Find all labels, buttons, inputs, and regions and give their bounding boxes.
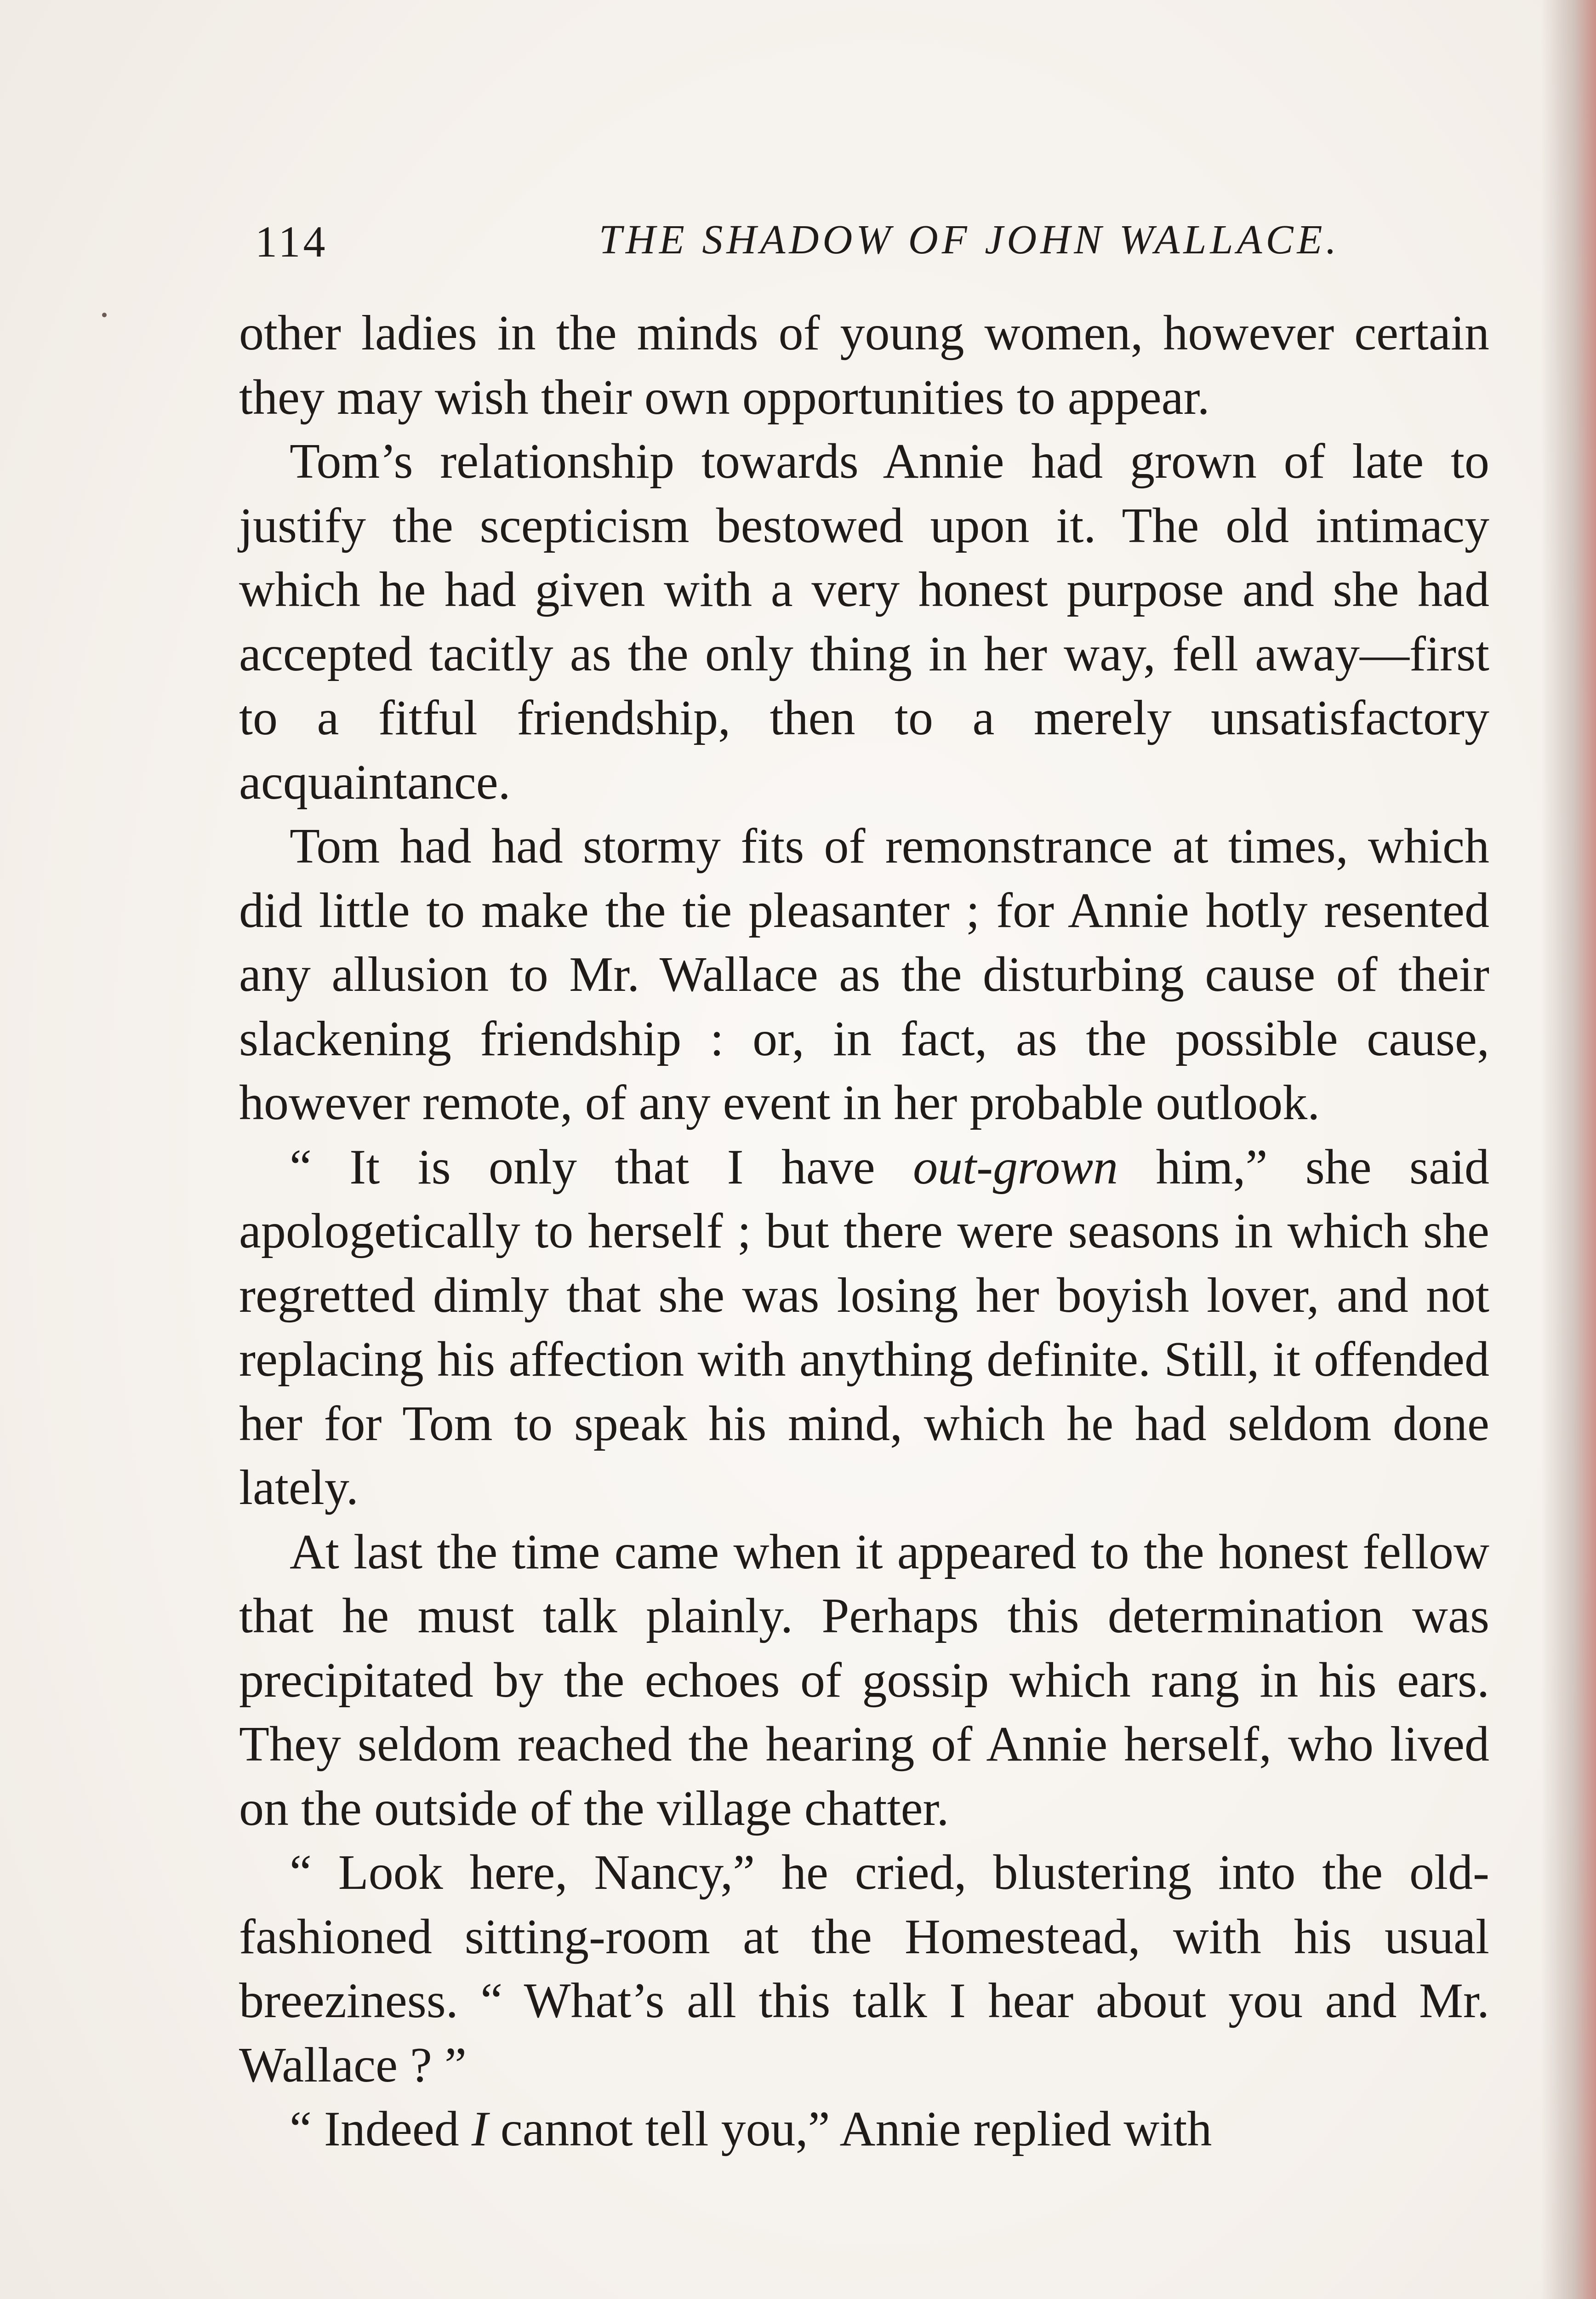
- paragraph-indeed-end: cannot tell you,” Annie replied with: [488, 2102, 1212, 2156]
- emphasis-outgrown: out-grown: [913, 1139, 1118, 1195]
- paragraph-remonstrance: Tom had had stormy fits of remonstrance at times, which did little to make the tie pleasanter ; for Annie hotly resented any allusion to Mr. Wallace as the disturbing cause of their slackening friendship : or, in fact, as the possible cause, however remote, of any event in her probable outlook.: [239, 819, 1489, 1130]
- paragraph-at-last: At last the time came when it appeared to the honest fellow that he must talk plainly. Perhaps this determination was precipitated by the echoes of gossip which rang in his ears. They seldom reached the hearing of Annie herself, who lived on the outside of the village chatter.: [239, 1524, 1489, 1836]
- paragraph-indeed-start: “ Indeed: [290, 2102, 472, 2156]
- page-header: [255, 216, 1340, 276]
- paragraph-outgrown-end: him,” she said apologetically to herself ; but there were seasons in which she regretted dimly that she was losing her boyish lover, and not replacing his affection with anything definite. Still, it offended her for Tom to speak his mind, which he had seldom done lately.: [239, 1139, 1489, 1515]
- running-title: THE SHADOW OF JOHN WALLACE.: [598, 217, 1340, 263]
- body-text: [239, 301, 1489, 2162]
- paragraph-outgrown: [239, 1135, 1489, 1520]
- paragraph-outgrown-start: “ It is only that I have: [290, 1139, 913, 1195]
- paper-speck: [102, 313, 107, 317]
- paragraph-relationship: Tom’s relationship towards Annie had grown of late to justify the scepticism bestowed upon it. The old intimacy which he had given with a very honest purpose and she had accepted tacitly as the only thing in her way, fell away—first to a fitful friendship, then to a merely unsatisfactory acquaintance.: [239, 434, 1489, 810]
- paragraph-indeed: [239, 2097, 1489, 2162]
- emphasis-i: I: [471, 2102, 488, 2156]
- page-edge-shadow: [1541, 0, 1596, 2299]
- paragraph-continuation: other ladies in the minds of young women, however certain they may wish their own opportunities to appear.: [239, 306, 1489, 425]
- paragraph-look-here: “ Look here, Nancy,” he cried, blustering into the old-fashioned sitting-room at the Homestead, with his usual breeziness. “ What’s all this talk I hear about you and Mr. Wallace ? ”: [239, 1845, 1489, 2093]
- page-number: 114: [255, 217, 328, 266]
